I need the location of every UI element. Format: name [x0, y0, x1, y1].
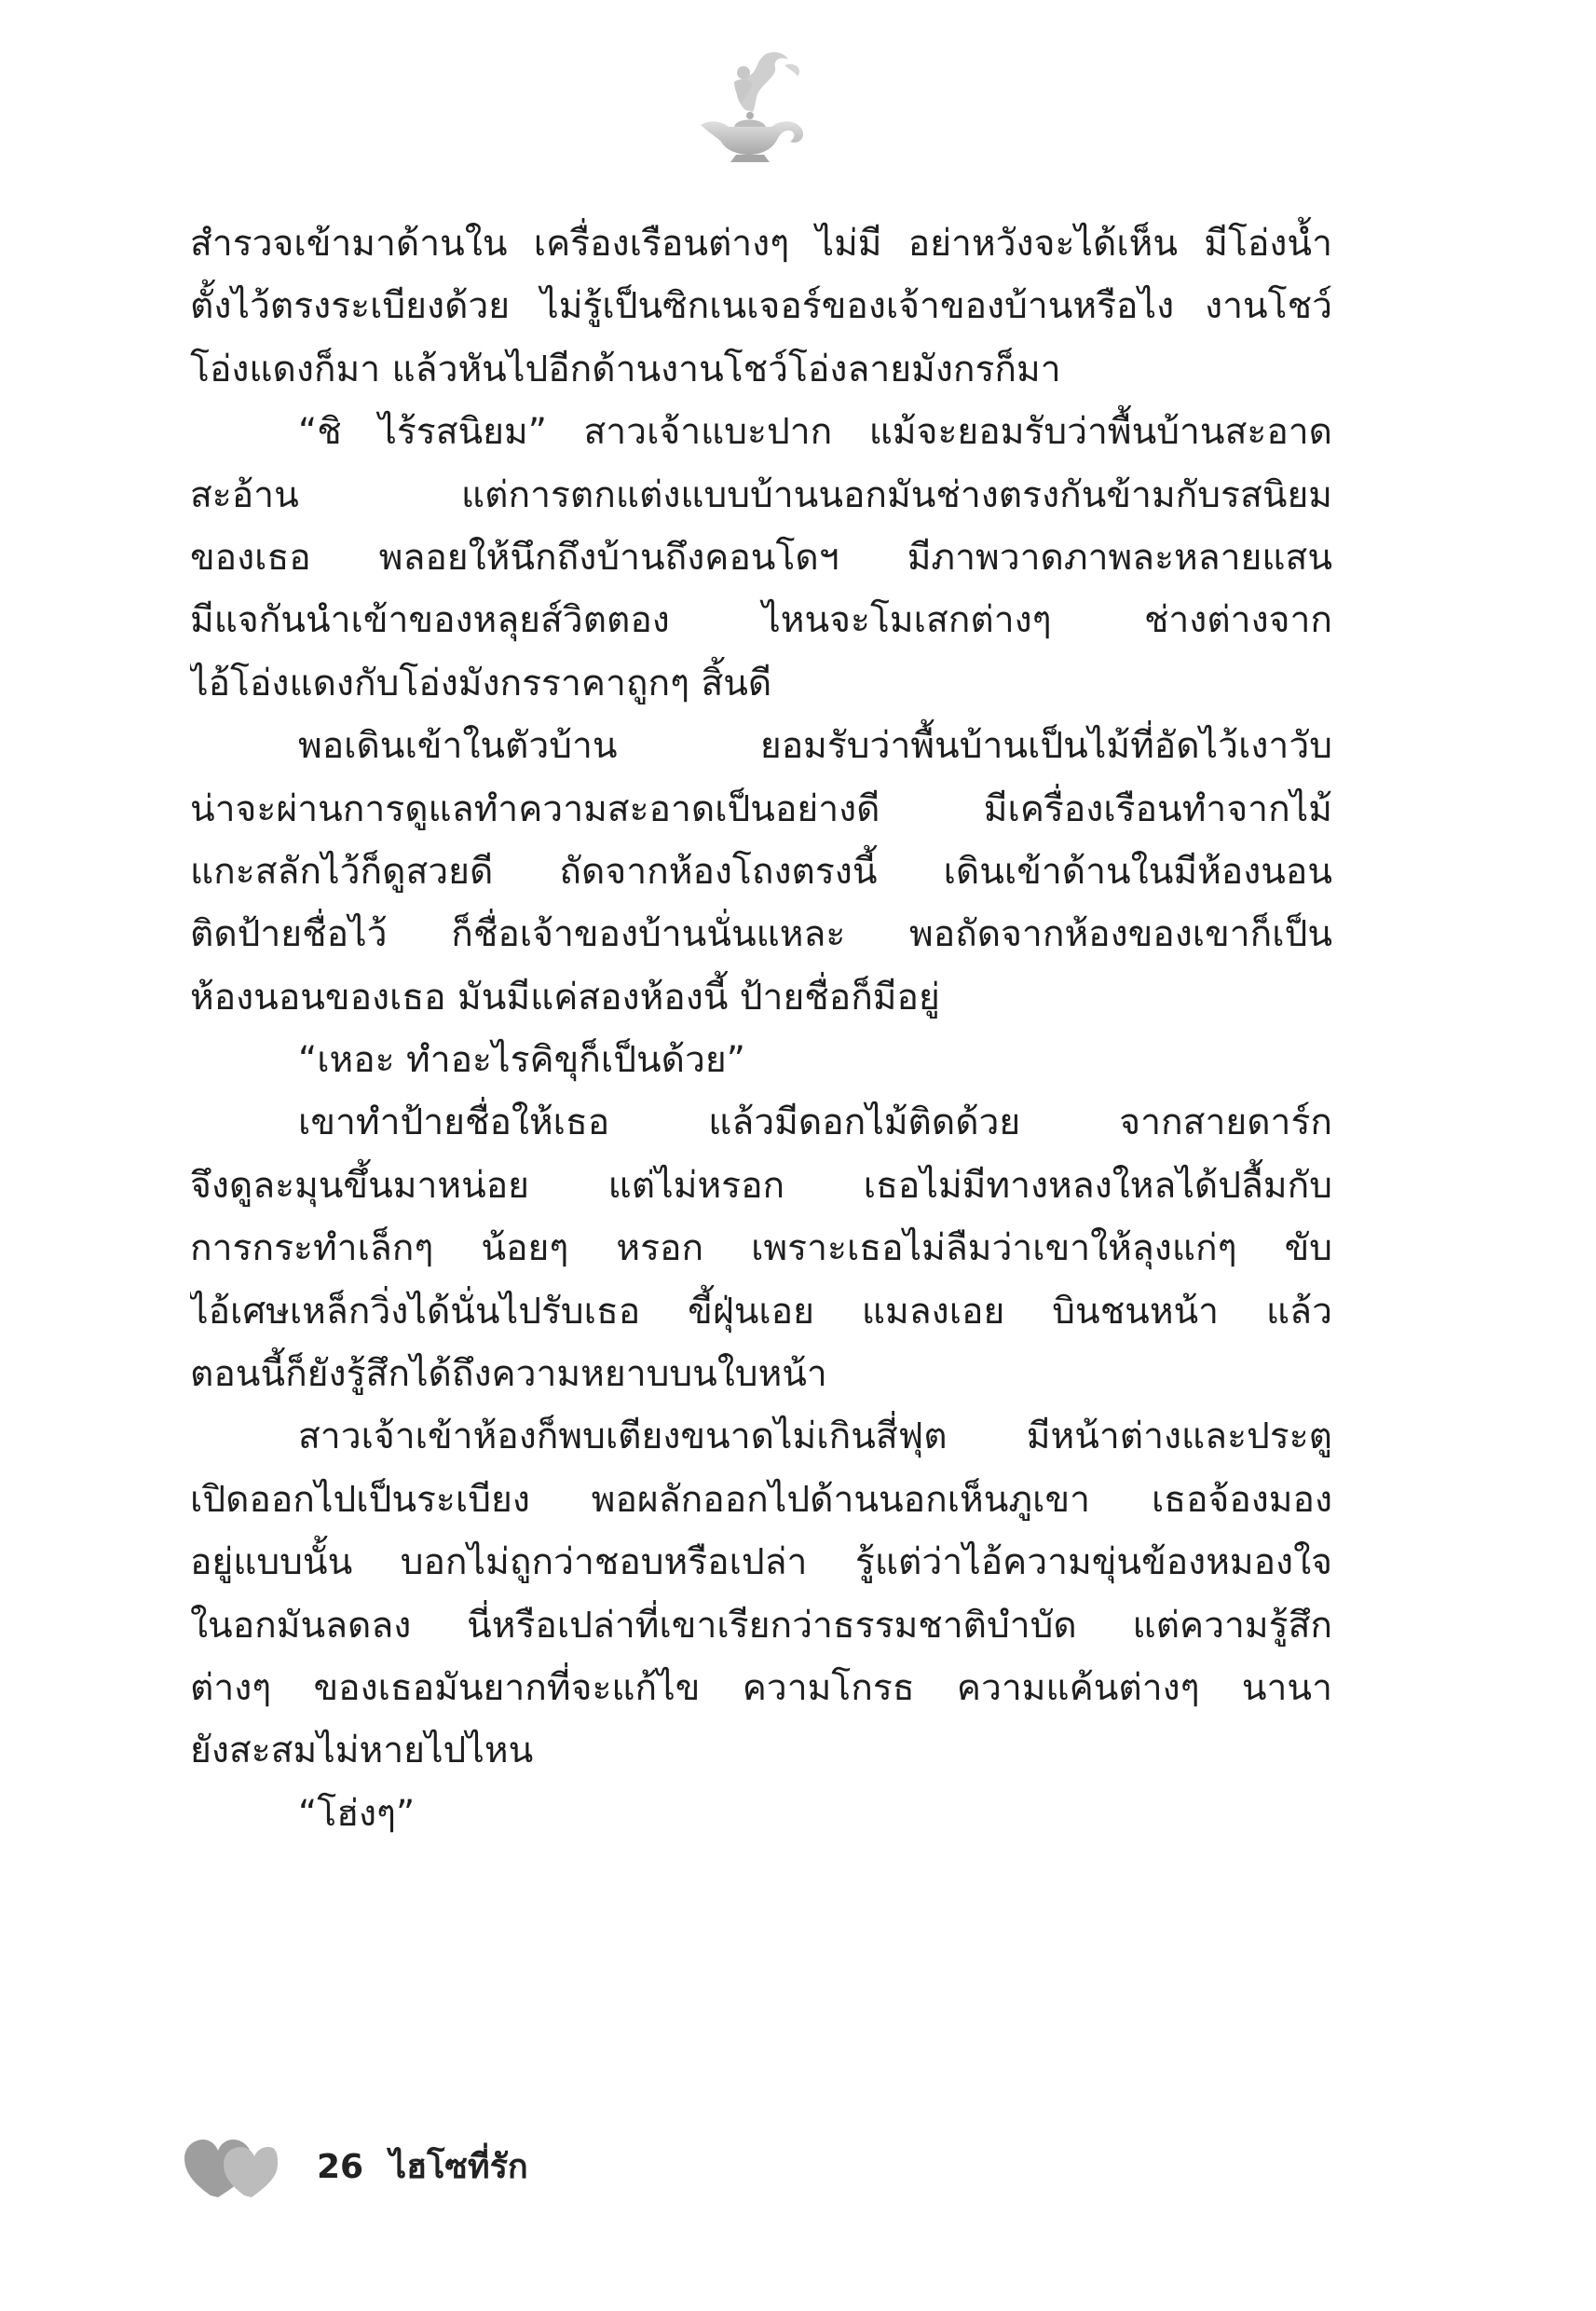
paragraph [190, 212, 1332, 401]
text-line: จึงดูละมุนขึ้นมาหน่อย แต่ไม่หรอก เธอไม่มีทางหลงใหลได้ปลื้มกับ [190, 1164, 1332, 1207]
text-line: “โฮ่งๆ” [298, 1792, 416, 1835]
text-line: โอ่งแดงก็มา แล้วหันไปอีกด้านงานโชว์โอ่งลายมังกรก็มา [190, 348, 1061, 390]
text-line: การกระทำเล็กๆ น้อยๆ หรอก เพราะเธอไม่ลืมว่าเขาให้ลุงแก่ๆ ขับ [190, 1227, 1332, 1270]
text-line: ตอนนี้ก็ยังรู้สึกได้ถึงความหยาบบนใบหน้า [190, 1353, 827, 1396]
paragraph [190, 401, 1332, 715]
text-line: ต่างๆ ของเธอมันยากที่จะแก้ไข ความโกรธ ความแค้นต่างๆ นานา [190, 1666, 1332, 1709]
text-line: ไอ้เศษเหล็กวิ่งได้นั่นไปรับเธอ ขี้ฝุ่นเอย แมลงเอย บินชนหน้า แล้ว [190, 1290, 1332, 1333]
body-text [190, 212, 1332, 1845]
paragraph [190, 715, 1332, 1029]
text-line: พอเดินเข้าในตัวบ้าน ยอมรับว่าพื้นบ้านเป็นไม้ที่อัดไว้เงาวับ [298, 725, 1332, 768]
paragraph [190, 1405, 1332, 1782]
text-line: มีแจกันนำเข้าของหลุยส์วิตตอง ไหนจะโมเสกต่างๆ ช่างต่างจาก [190, 599, 1332, 642]
text-line: ตั้งไว้ตรงระเบียงด้วย ไม่รู้เป็นซิกเนเจอร์ของเจ้าของบ้านหรือไง งานโชว์ [190, 285, 1332, 328]
text-line: สะอ้าน แต่การตกแต่งแบบบ้านนอกมันช่างตรงกันข้ามกับรสนิยม [190, 473, 1332, 516]
text-line: “ชิ ไร้รสนิยม” สาวเจ้าแบะปาก แม้จะยอมรับว่าพื้นบ้านสะอาด [298, 411, 1332, 454]
text-line: ในอกมันลดลง นี่หรือเปล่าที่เขาเรียกว่าธรรมชาติบำบัด แต่ความรู้สึก [190, 1604, 1332, 1647]
text-line: สาวเจ้าเข้าห้องก็พบเตียงขนาดไม่เกินสี่ฟุต มีหน้าต่างและประตู [298, 1415, 1332, 1458]
text-line: เขาทำป้ายชื่อให้เธอ แล้วมีดอกไม้ติดด้วย จากสายดาร์ก [298, 1101, 1332, 1144]
paragraph [190, 1091, 1332, 1405]
text-line: เปิดออกไปเป็นระเบียง พอผลักออกไปด้านนอกเห็นภูเขา เธอจ้องมอง [190, 1478, 1332, 1521]
text-line: น่าจะผ่านการดูแลทำความสะอาดเป็นอย่างดี มีเครื่องเรือนทำจากไม้ [190, 787, 1332, 830]
text-line: ติดป้ายชื่อไว้ ก็ชื่อเจ้าของบ้านนั่นแหละ พอถัดจากห้องของเขาก็เป็น [190, 913, 1332, 956]
two-hearts-icon [183, 2134, 280, 2201]
text-line: ของเธอ พลอยให้นึกถึงบ้านถึงคอนโดฯ มีภาพวาดภาพละหลายแสน [190, 536, 1332, 579]
text-line: สำรวจเข้ามาด้านใน เครื่องเรือนต่างๆ ไม่มี อย่าหวังจะได้เห็น มีโอ่งน้ำ [190, 223, 1332, 265]
genie-lamp-ornament-icon [680, 45, 820, 166]
text-line: ห้องนอนของเธอ มันมีแค่สองห้องนี้ ป้ายชื่อก็มีอยู่ [190, 976, 940, 1019]
page-number: 26 [317, 2148, 364, 2186]
text-line: “เหอะ ทำอะไรคิขุก็เป็นด้วย” [298, 1039, 745, 1082]
text-line: ยังสะสมไม่หายไปไหน [190, 1730, 534, 1772]
text-line: แกะสลักไว้ก็ดูสวยดี ถัดจากห้องโถงตรงนี้ เดินเข้าด้านในมีห้องนอน [190, 850, 1332, 893]
text-line: อยู่แบบนั้น บอกไม่ถูกว่าชอบหรือเปล่า รู้แต่ว่าไอ้ความขุ่นข้องหมองใจ [190, 1541, 1332, 1584]
book-title: ไฮโซที่รัก [389, 2148, 528, 2186]
paragraph [190, 1783, 1332, 1845]
text-line: ไอ้โอ่งแดงกับโอ่งมังกรราคาถูกๆ สิ้นดี [190, 662, 772, 704]
paragraph [190, 1029, 1332, 1091]
